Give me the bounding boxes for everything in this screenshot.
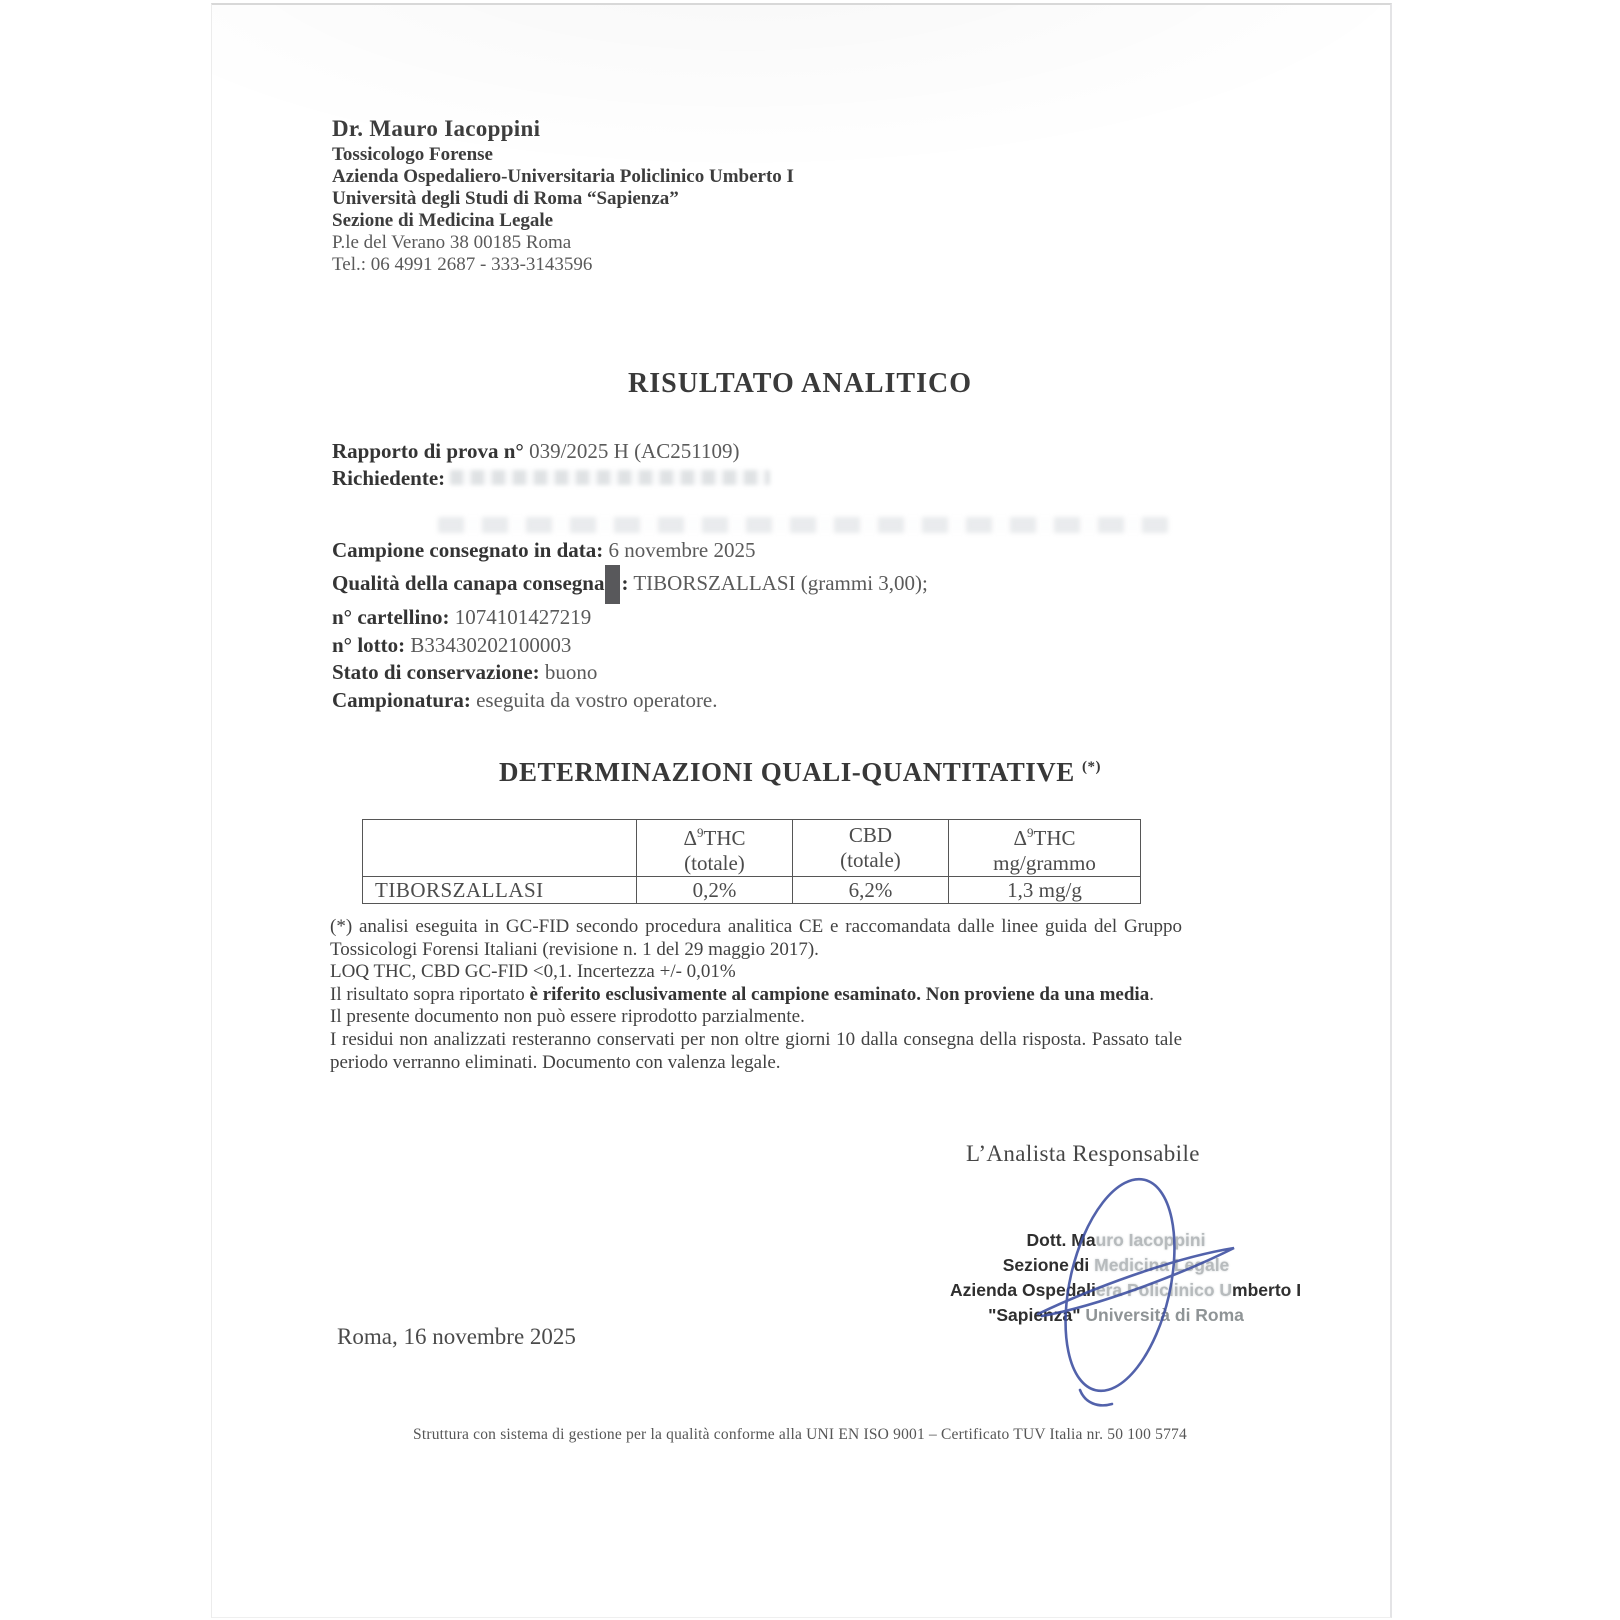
stamp-name-strong: Dott. Ma (1026, 1230, 1096, 1250)
stamp-name-line (950, 1228, 1282, 1253)
analyst-responsible-label: L’Analista Responsabile (966, 1141, 1200, 1166)
lot-number-label: n° lotto: (332, 632, 406, 657)
sample-details (332, 537, 928, 715)
delivered-date-line (332, 537, 928, 565)
delta-symbol: Δ (683, 826, 697, 850)
city-date-line: Roma, 16 novembre 2025 (337, 1324, 576, 1349)
results-table-data-row (363, 877, 1141, 904)
header-thc-mg (949, 820, 1141, 877)
header-cbd-totale (793, 820, 949, 877)
footnote-reproduction: Il presente documento non può essere riprodotto parzialmente. (330, 1006, 805, 1028)
stamp-name-faint: uro Iacoppini (1095, 1230, 1206, 1250)
cell-thc-value: 0,2% (637, 877, 793, 904)
certification-footer: Struttura con sistema di gestione per la qualità conforme alla UNI EN ISO 9001 – Certificato TUV Italia nr. 50 100 5774 (413, 1426, 1187, 1443)
footnote-result-scope-regular: Il risultato sopra riportato (330, 983, 530, 1005)
delivered-date-label: Campione consegnato in data: (332, 538, 604, 562)
stamp-hospital-faint: era Policlinico U (1095, 1280, 1233, 1300)
cbd-label: CBD (848, 823, 893, 847)
analyst-stamp (950, 1228, 1302, 1328)
footnote-method: (*) analisi eseguita in GC-FID secondo procedura analitica CE e raccomandata dalle linee guida del Gruppo Tossicologi Forensi Italiani (revisione n. 1 del 29 maggio 2017). (330, 916, 1182, 960)
quality-line (332, 565, 928, 604)
cell-sample-name: TIBORSZALLASI (363, 877, 637, 904)
determinations-heading (211, 757, 1389, 788)
header-thc-totale (637, 820, 793, 877)
tag-number-line (332, 604, 928, 632)
delta-sup-2: 9 (1027, 825, 1034, 840)
department-name: Sezione di Medicina Legale (332, 210, 554, 231)
footnote-residues: I residui non analizzati resteranno conservati per non oltre giorni 10 dalla consegna della risposta. Passato tale periodo verranno eliminati. Documento con valenza legale. (330, 1028, 1182, 1073)
sampling-line (332, 687, 928, 715)
thc-totale-sub: (totale) (684, 851, 745, 875)
document-title: RISULTATO ANALITICO (628, 368, 972, 399)
stamp-section-strong: Sezione di (1002, 1255, 1090, 1275)
hospital-name: Azienda Ospedaliero-Universitaria Policlinico Umberto I (332, 166, 794, 187)
thc-label-2: THC (1033, 826, 1076, 850)
faded-erased-line (438, 517, 1168, 533)
doctor-role: Tossicologo Forense (332, 144, 493, 165)
address-line: P.le del Verano 38 00185 Roma (332, 232, 572, 253)
tag-number-value: 1074101427219 (454, 604, 592, 629)
cell-thc-mg-value: 1,3 mg/g (949, 877, 1141, 904)
university-name: Università degli Studi di Roma “Sapienza” (332, 188, 679, 209)
stamp-hospital-strong: Azienda Ospedali (950, 1280, 1096, 1300)
stamp-section-line (950, 1253, 1282, 1278)
footnote-result-scope-period: . (1149, 983, 1154, 1005)
header-sample-empty (363, 820, 637, 877)
letterhead (332, 116, 794, 276)
conservation-state-value: buono (544, 660, 598, 685)
thc-label: THC (703, 826, 746, 850)
stamp-university-strong: "Sapienza" (988, 1305, 1086, 1325)
delivered-date-value: 6 novembre 2025 (608, 538, 756, 562)
footnote-result-scope-bold: è riferito esclusivamente al campione esaminato. Non proviene da una media (529, 983, 1150, 1005)
stamp-section-faint: Medicina Legale (1089, 1255, 1230, 1275)
quality-value: TIBORSZALLASI (grammi 3,00); (633, 570, 928, 595)
requester-redacted-faded-text (450, 470, 770, 485)
stamp-hospital-strong2: mberto I (1232, 1280, 1302, 1300)
report-number-label: Rapporto di prova n° (332, 439, 524, 463)
determinations-heading-asterisk: (*) (1082, 759, 1102, 775)
sampling-value: eseguita da vostro operatore. (476, 688, 718, 713)
phone-line: Tel.: 06 4991 2687 - 333-3143596 (332, 254, 593, 275)
results-table (362, 819, 1141, 904)
conservation-state-line (332, 659, 928, 687)
requester-label: Richiedente: (332, 466, 446, 490)
lot-number-value: B33430202100003 (410, 632, 572, 657)
stamp-university-mid: Università di Roma (1085, 1305, 1244, 1325)
report-header (332, 438, 770, 492)
cbd-totale-sub: (totale) (840, 848, 901, 872)
footnote-result-scope (330, 984, 1182, 1007)
redaction-box (605, 565, 620, 604)
results-table-header-row (363, 820, 1141, 877)
delta-sup: 9 (697, 825, 704, 840)
stamp-university-line (950, 1303, 1282, 1328)
conservation-state-label: Stato di conservazione: (332, 660, 540, 685)
stamp-hospital-line (950, 1278, 1302, 1303)
determinations-heading-text: DETERMINAZIONI QUALI-QUANTITATIVE (498, 757, 1075, 787)
quality-colon: : (621, 570, 629, 595)
lot-number-line (332, 632, 928, 660)
footnotes (330, 916, 1182, 1074)
requester-line (332, 465, 770, 492)
doctor-name: Dr. Mauro Iacoppini (332, 116, 541, 141)
footnote-loq: LOQ THC, CBD GC-FID <0,1. Incertezza +/- 0,01% (330, 961, 736, 983)
quality-label: Qualità della canapa consegna (332, 570, 605, 595)
sampling-label: Campionatura: (332, 688, 471, 713)
delta-symbol-2: Δ (1013, 826, 1027, 850)
report-number-value: 039/2025 H (AC251109) (529, 439, 740, 463)
tag-number-label: n° cartellino: (332, 604, 450, 629)
cell-cbd-value: 6,2% (793, 877, 949, 904)
thc-mg-sub: mg/grammo (993, 851, 1096, 875)
report-number-line (332, 438, 770, 465)
